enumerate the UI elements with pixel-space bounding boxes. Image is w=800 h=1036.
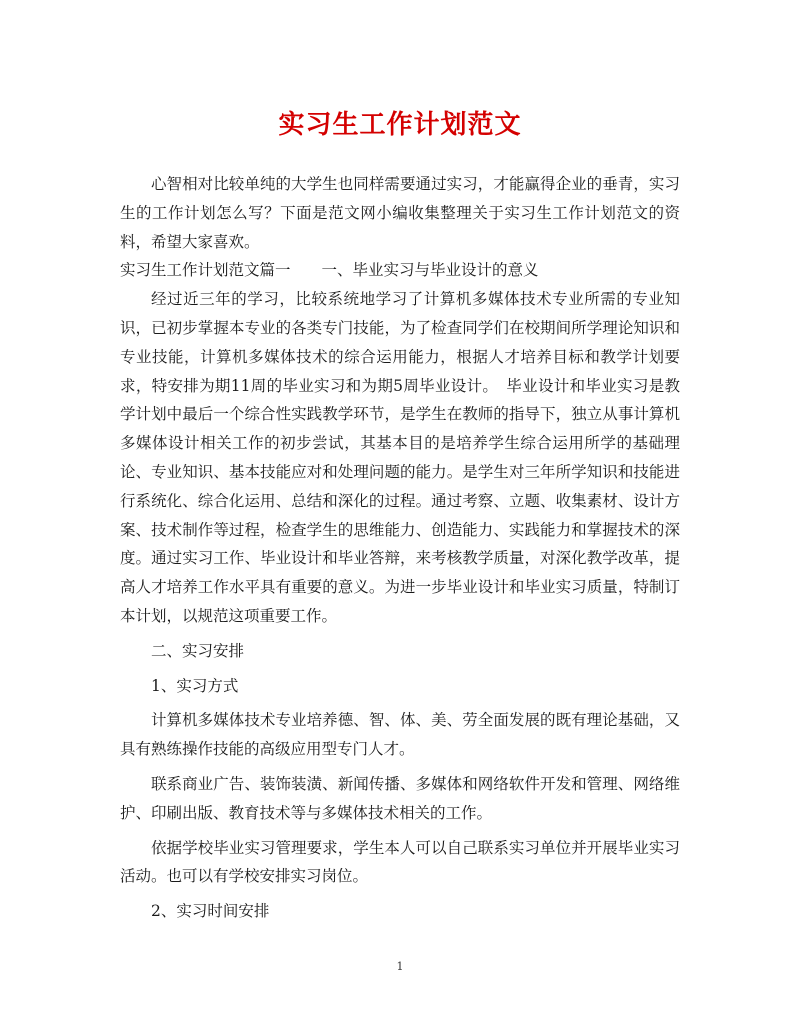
subheading-time-schedule: 2、实习时间安排 — [151, 902, 270, 921]
subheading-internship-method: 1、实习方式 — [151, 676, 239, 695]
body-paragraph-contacts: 联系商业广告、装饰装潢、新闻传播、多媒体和网络软件开发和管理、网络维护、印刷出版、教育技术等与多媒体技术相关的工作。 — [120, 774, 680, 822]
section-heading-2: 二、实习安排 — [151, 641, 245, 660]
body-paragraph-significance: 经过近三年的学习，比较系统地学习了计算机多媒体技术专业所需的专业知识，已初步掌握本专业的各类专门技能，为了检查同学们在校期间所学理论知识和专业技能，计算机多媒体技术的综合运用能力，根据人才培养目标和教学计划要求，特安排为期11周的毕业实习和为期5周毕业设计。 毕业设计和毕业实习是教学计划中最后一个综合性实践教学环节，是学生在教师的指导下，独立从事计算机多媒体设计相关工作的初步尝试，其基本目的是培养学生综合运用所学的基础理论、专业知识、基本技能应对和处理问题的能力。是学生对三年所学知识和技能进行系统化、综合化运用、总结和深化的过程。通过考察、立题、收集素材、设计方案、技术制作等过程，检查学生的思维能力、创造能力、实践能力和掌握技术的深度。通过实习工作、毕业设计和毕业答辩，来考核教学质量，对深化教学改革，提高人才培养工作水平具有重要的意义。为进一步毕业设计和毕业实习质量，特制订本计划，以规范这项重要工作。 — [120, 290, 680, 625]
body-paragraph-requirements: 依据学校毕业实习管理要求，学生本人可以自己联系实习单位并开展毕业实习活动。也可以有学校安排实习岗位。 — [120, 838, 680, 886]
document-title: 实习生工作计划范文 — [278, 110, 522, 140]
section-heading-1: 实习生工作计划范文篇一 一、毕业实习与毕业设计的意义 — [120, 261, 539, 280]
page-number: 1 — [396, 960, 404, 973]
document-body — [120, 170, 680, 926]
body-paragraph-training: 计算机多媒体技术专业培养德、智、体、美、劳全面发展的既有理论基础，又具有熟练操作技能的高级应用型专门人才。 — [120, 711, 680, 759]
intro-paragraph: 心智相对比较单纯的大学生也同样需要通过实习，才能赢得企业的垂青，实习生的工作计划怎么写？下面是范文网小编收集整理关于实习生工作计划范文的资料，希望大家喜欢。 — [120, 175, 680, 251]
